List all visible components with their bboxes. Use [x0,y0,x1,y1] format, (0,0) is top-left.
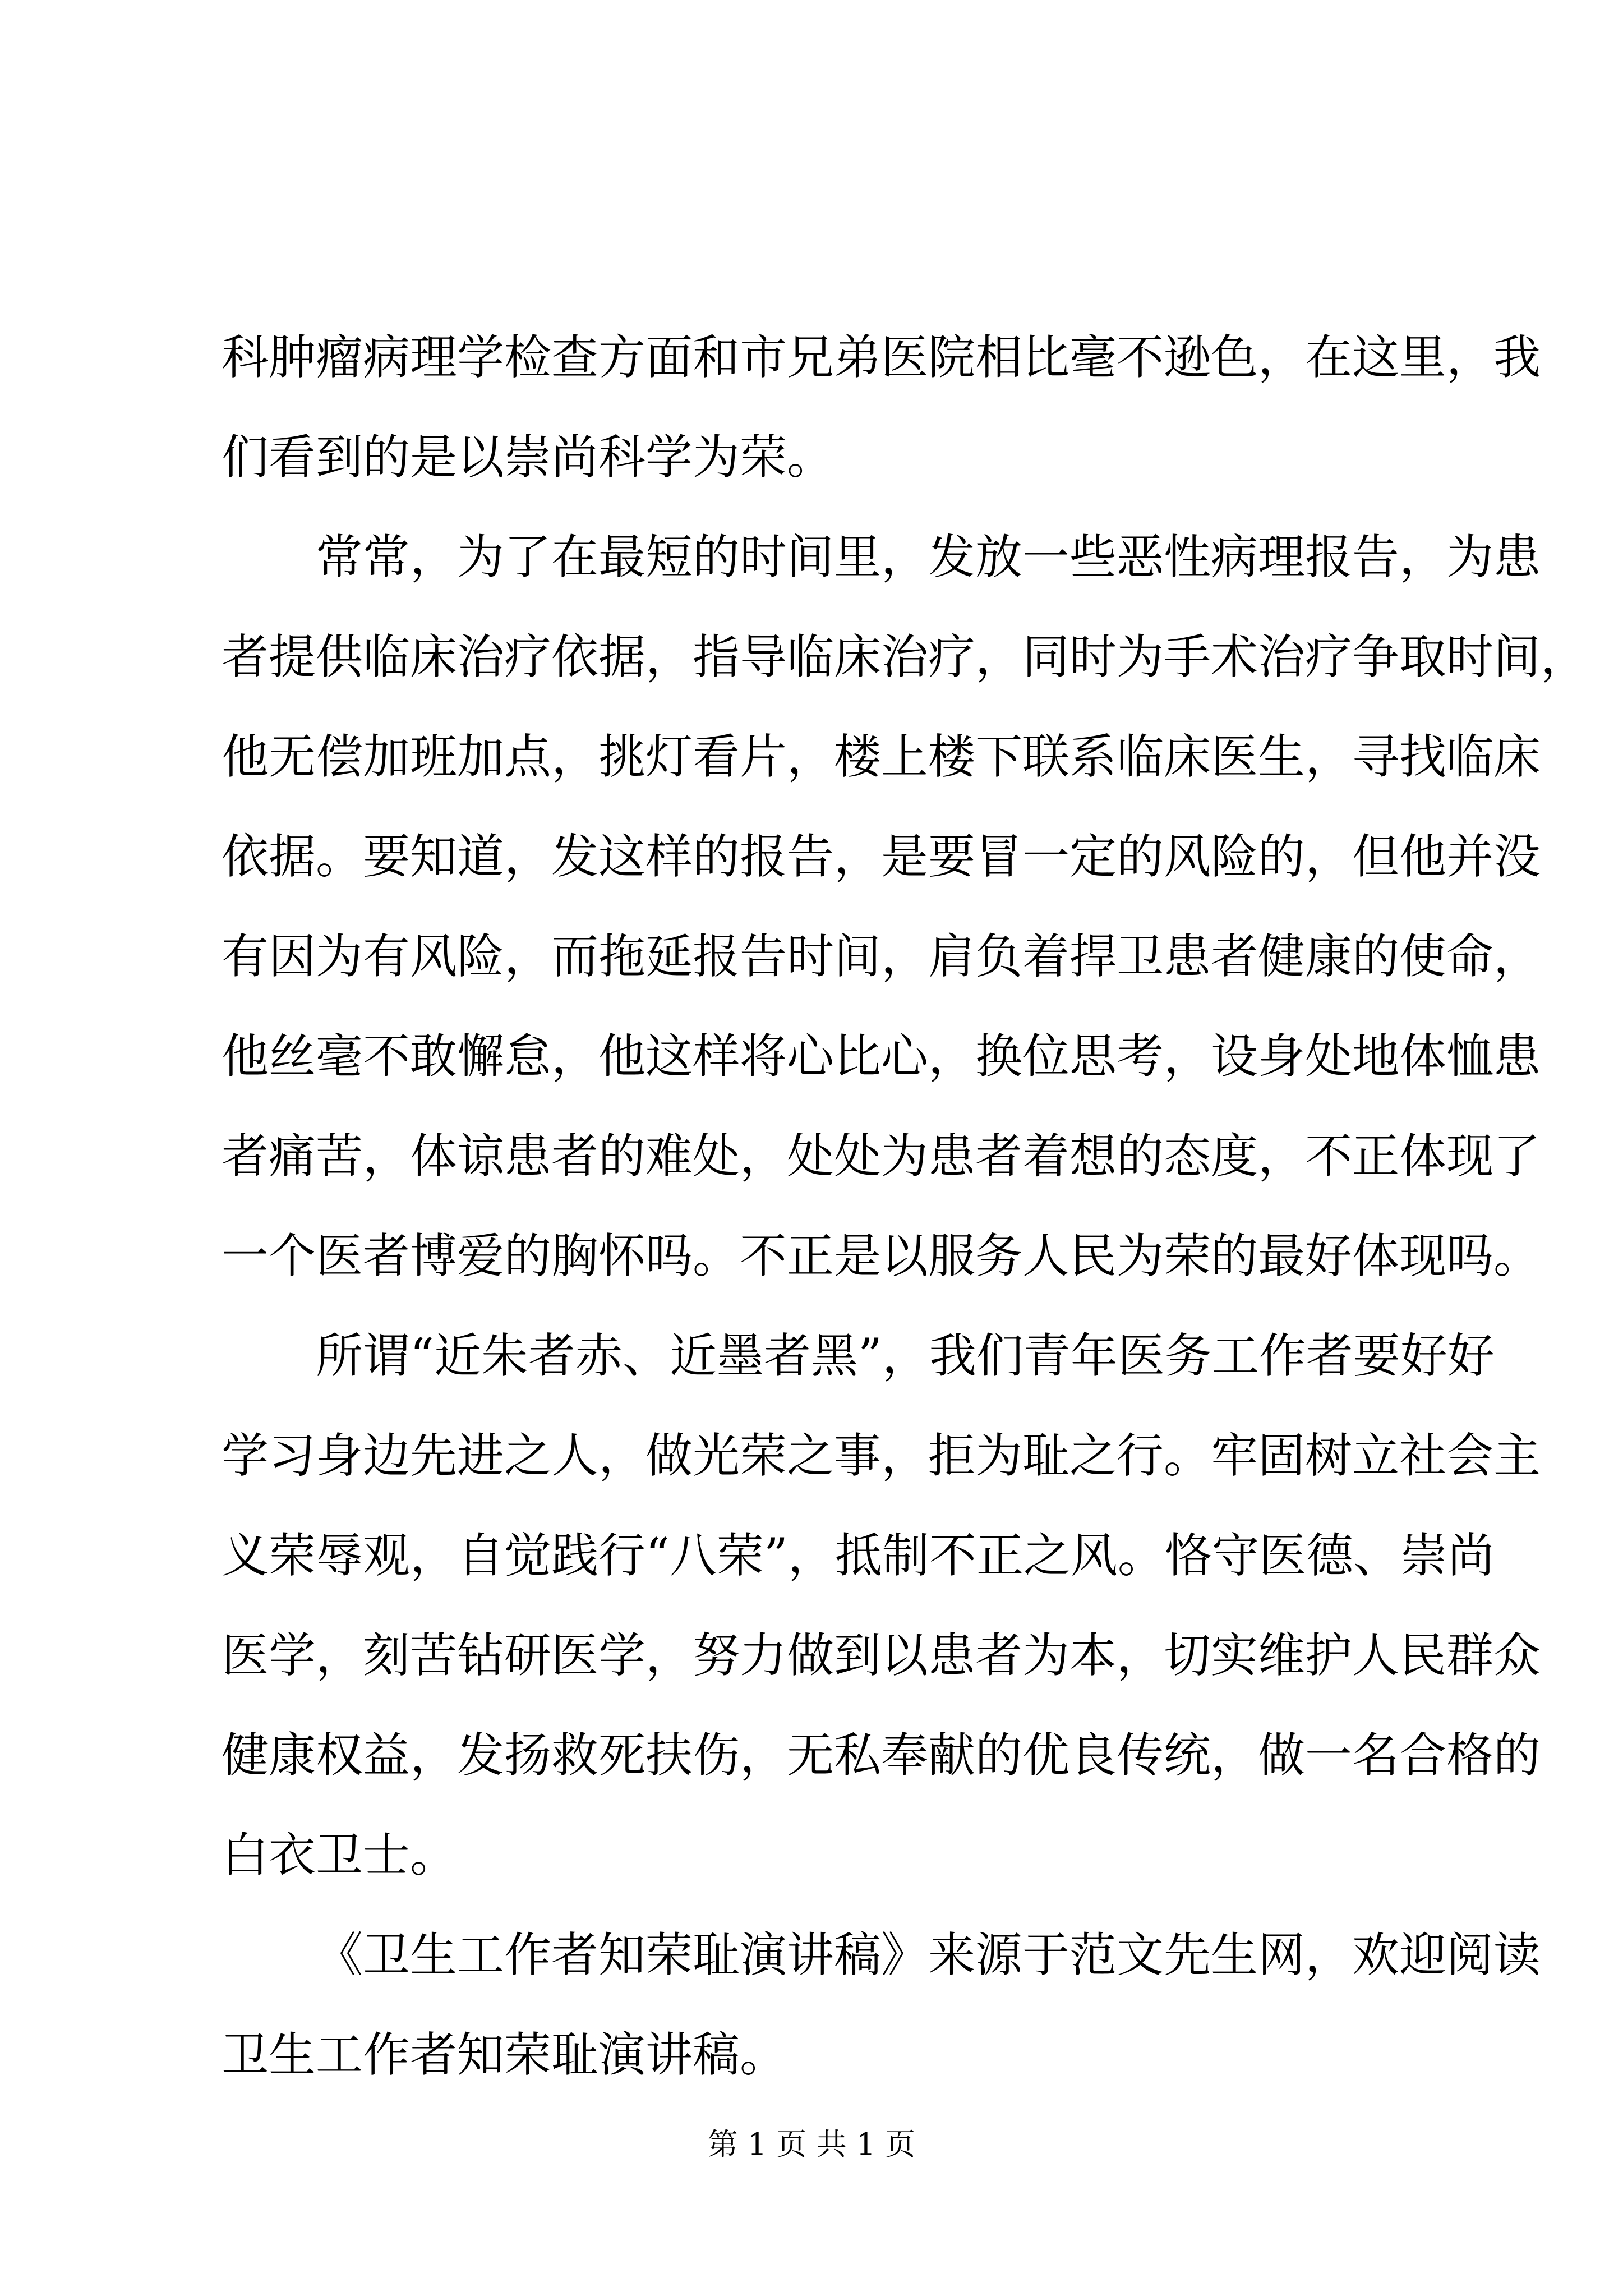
text-line: 白衣卫士。 [222,1828,458,1883]
page-number: 第 1 页 共 1 页 [707,2127,916,2162]
text-line: 一个医者博爱的胸怀吗。不正是以服务人民为荣的最好体现吗。 [222,1228,1541,1283]
text-line: 他无偿加班加点，挑灯看片，楼上楼下联系临床医生，寻找临床 [222,729,1541,784]
paragraph [222,1905,1541,2105]
paragraph [222,1306,1541,1905]
text-line: 义荣辱观，自觉践行“八荣”，抵制不正之风。恪守医德、崇尚 [222,1528,1495,1583]
page-footer [0,2120,1623,2164]
text-line: 所谓“近朱者赤、近墨者黑”，我们青年医务工作者要好好 [316,1328,1495,1383]
text-line: 健康权益，发扬救死扶伤，无私奉献的优良传统，做一名合格的 [222,1728,1541,1783]
paragraph [222,307,1541,507]
text-line: 卫生工作者知荣耻演讲稿。 [222,2027,787,2082]
text-line: 常常，为了在最短的时间里，发放一些恶性病理报告，为患 [316,530,1541,585]
text-line: 者痛苦，体谅患者的难处，处处为患者着想的态度，不正体现了 [222,1129,1541,1184]
text-line: 他丝毫不敢懈怠，他这样将心比心，换位思考，设身处地体恤患 [222,1029,1541,1084]
paragraph [222,507,1588,1306]
text-line: 医学，刻苦钻研医学，努力做到以患者为本，切实维护人民群众 [222,1628,1541,1683]
text-line: 们看到的是以崇尚科学为荣。 [222,430,834,485]
text-line: 有因为有风险，而拖延报告时间，肩负着捍卫患者健康的使命， [222,929,1541,984]
document-body [222,307,1588,2105]
text-line: 依据。要知道，发这样的报告，是要冒一定的风险的，但他并没 [222,829,1541,884]
text-line: 者提供临床治疗依据，指导临床治疗，同时为手术治疗争取时间， [222,629,1588,684]
text-line: 《卫生工作者知荣耻演讲稿》来源于范文先生网，欢迎阅读 [316,1927,1541,1982]
text-line: 科肿瘤病理学检查方面和市兄弟医院相比毫不逊色，在这里，我 [222,330,1541,385]
text-line: 学习身边先进之人，做光荣之事，拒为耻之行。牢固树立社会主 [222,1428,1541,1483]
